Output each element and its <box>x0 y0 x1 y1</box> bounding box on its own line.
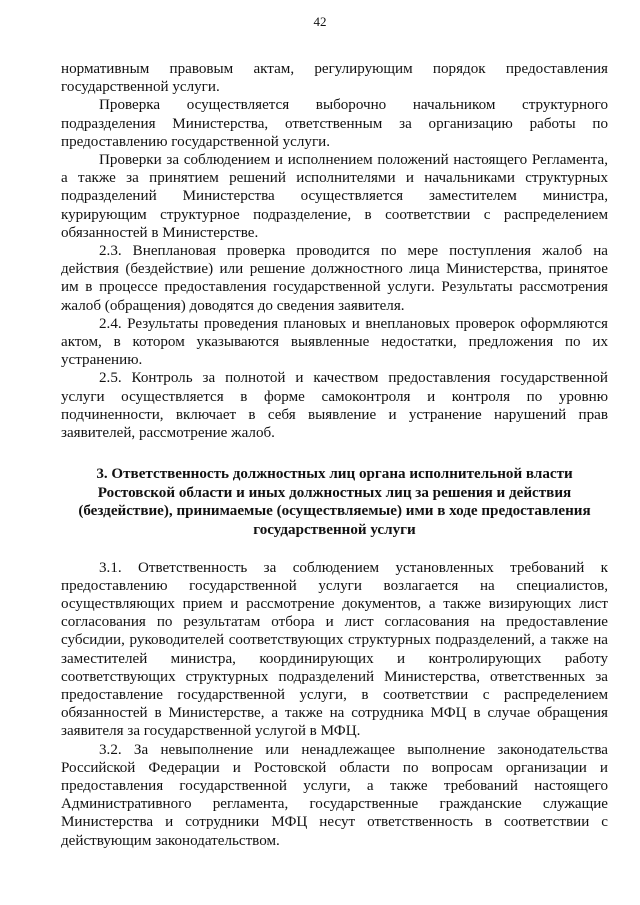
paragraph-check-selective: Проверка осуществляется выборочно начальником структурного подразделения Министерства, ответственным за организацию работы по предоставлению государственной услуги. <box>61 97 608 150</box>
paragraph-continuation: нормативным правовым актам, регулирующим порядок предоставления государственной услуги. <box>61 61 608 96</box>
section-heading-line: 3. Ответственность должностных лиц органа исполнительной власти <box>96 466 573 483</box>
paragraph-3-1: 3.1. Ответственность за соблюдением установленных требований к предоставлению государственной услуги возлагается на специалистов, осуществляющих прием и рассмотрение документов, а также визирующих лист согласования по результатам отбора и лист согласования на предоставление субсидии, руководителей соответствующих структурных подразделений, а также на заместителей министра, координирующих и контролирующих работу соответствующих структурных подразделений Министерства, ответственных за предоставление государственной услуги, в соответствии с распределением обязанностей в Министерстве, а также на сотрудника МФЦ в случае обращения заявителя за государственной услугой в МФЦ. <box>61 559 608 740</box>
paragraph-3-2: 3.2. За невыполнение или ненадлежащее выполнение законодательства Российской Федерации и Ростовской области по вопросам организации и предоставления государственной услуги, а также требований настоящего Административного регламента, государственные гражданские служащие Министерства и сотрудники МФЦ несут ответственность в соответствии с действующим законодательством. <box>61 741 608 849</box>
paragraph-2-4: 2.4. Результаты проведения плановых и внеплановых проверок оформляются актом, в котором указываются выявленные недостатки, предложения по их устранению. <box>61 315 608 369</box>
section-heading-line: государственной услуги <box>253 522 416 539</box>
section-heading-line: (бездействие), принимаемые (осуществляемые) ими в ходе предоставления <box>78 503 591 520</box>
page-number: 42 <box>313 14 327 29</box>
section-heading-line: Ростовской области и иных должностных лиц за решения и действия <box>97 484 572 501</box>
document-body <box>61 60 608 850</box>
paragraph-check-compliance: Проверки за соблюдением и исполнением положений настоящего Регламента, а также за принятием решений исполнителями и начальниками структурных подразделений Министерства осуществляется заместителем министра, курирующим структурное подразделение, в соответствии с распределением обязанностей в Министерстве. <box>61 152 608 241</box>
paragraph-2-5: 2.5. Контроль за полнотой и качеством предоставления государственной услуги осуществляется в форме самоконтроля и контроля по уровню подчиненности, включает в себя выявление и устранение нарушений прав заявителей, рассмотрение жалоб. <box>61 370 608 442</box>
section-heading <box>61 465 608 539</box>
paragraph-2-3: 2.3. Внеплановая проверка проводится по мере поступления жалоб на действия (бездействие) или решение должностного лица Министерства, принятое им в процессе предоставления государственной услуги. Результаты рассмотрения жалоб (обращения) доводятся до сведения заявителя. <box>61 243 608 314</box>
